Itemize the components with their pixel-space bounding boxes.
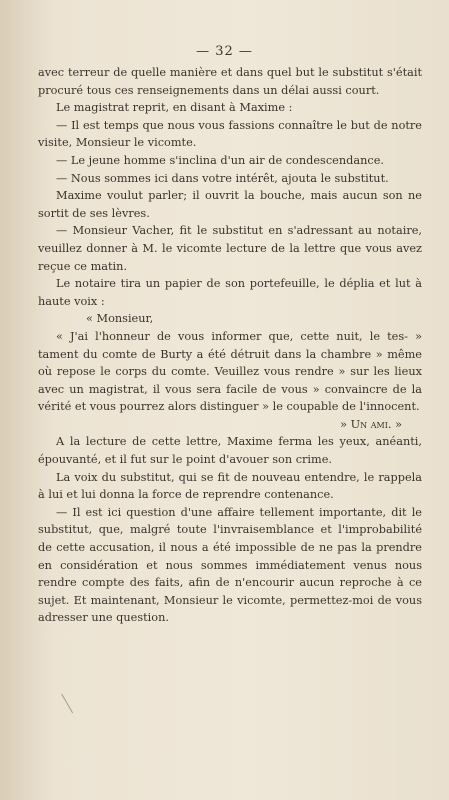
paragraph: — Monsieur Vacher, fit le substitut en s'adressant au notaire, veuillez donner à M. le vicomte lecture de la lettre que vous avez reçue ce matin. [38,224,422,273]
ink-mark [61,689,82,714]
paragraph: avec terreur de quelle manière et dans quel but le substitut s'était procuré tous ces renseignements dans un délai aussi court. [38,66,422,97]
paragraph: — Le jeune homme s'inclina d'un air de condescendance. [56,153,384,167]
paragraph: — Il est ici question d'une affaire tellement importante, dit le substitut, que, malgré toute l'invraisemblance et l'improbabilité de cette accusation, il nous a été impossible de ne pas la prendre en considération et nous sommes immédiatement venus nous rendre compte des faits, afin de n'encourir aucun reproche à ce sujet. Et maintenant, Monsieur le vicomte, permettez-moi de vous adresser une question. [38,505,422,625]
letter-salutation: « Monsieur, [86,312,154,326]
paragraph: Maxime voulut parler; il ouvrit la bouche, mais aucun son ne sortit de ses lèvres. [38,189,422,220]
letter-body: « J'ai l'honneur de vous informer que, cette nuit, le tes- » tament du comte de Burty a été détruit dans la chambre » même où repose le corps du comte. Veuillez vous rendre » sur les lieux avec un magistrat, il vous sera facile de vous » convaincre de la vérité et vous pourrez alors distinguer » le coupable de l'innocent. [38,329,422,414]
paragraph: — Il est temps que nous vous fassions connaître le but de notre visite, Monsieur le vicomte. [38,118,422,150]
page-number: — 32 — [196,44,253,59]
paragraph: Le notaire tira un papier de son portefeuille, le déplia et lut à haute voix : [38,277,422,308]
letter-signature: » Un ami. » [340,417,402,431]
paragraph: A la lecture de cette lettre, Maxime ferma les yeux, anéanti, épouvanté, et il fut sur le point d'avouer son crime. [38,435,422,467]
page-body [38,64,422,627]
paragraph: — Nous sommes ici dans votre intérêt, ajouta le substitut. [56,171,389,185]
paragraph: La voix du substitut, qui se fit de nouveau entendre, le rappela à lui et lui donna la force de reprendre contenance. [38,470,422,502]
paragraph: Le magistrat reprit, en disant à Maxime : [56,101,293,115]
